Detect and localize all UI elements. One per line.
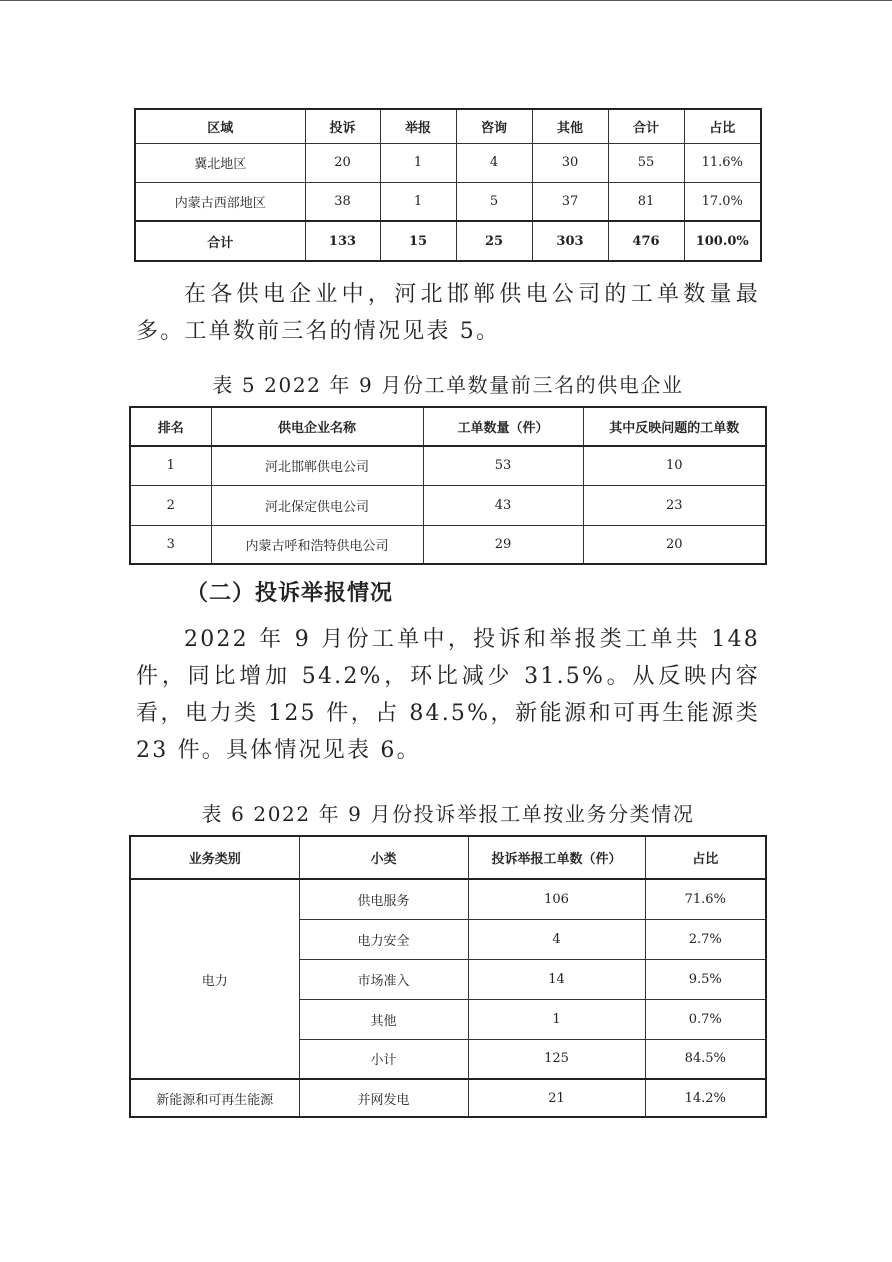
table-cell: 38 xyxy=(305,182,380,221)
table-cell: 10 xyxy=(583,446,766,485)
table-cell: 71.6% xyxy=(645,879,766,919)
table-cell: 11.6% xyxy=(684,143,761,182)
paragraph-top-companies: 在各供电企业中，河北邯郸供电公司的工单数量最多。工单数前三名的情况见表 5。 xyxy=(136,282,760,344)
table-cell: 1 xyxy=(380,182,456,221)
header-cell: 供电企业名称 xyxy=(211,407,423,446)
header-cell: 区域 xyxy=(135,109,305,143)
table-row xyxy=(135,143,761,182)
table-cell: 并网发电 xyxy=(299,1079,468,1117)
table-cell: 84.5% xyxy=(645,1039,766,1079)
header-cell: 投诉举报工单数（件） xyxy=(468,836,645,879)
table-cell: 2 xyxy=(130,485,211,525)
table-cell: 14.2% xyxy=(645,1079,766,1117)
header-cell: 业务类别 xyxy=(130,836,299,879)
header-cell: 其他 xyxy=(532,109,608,143)
table-cell: 14 xyxy=(468,959,645,999)
table-cell: 20 xyxy=(583,525,766,564)
table-cell: 53 xyxy=(423,446,583,485)
table-cell: 25 xyxy=(456,221,532,261)
header-cell: 占比 xyxy=(684,109,761,143)
header-cell: 占比 xyxy=(645,836,766,879)
table-cell: 内蒙古西部地区 xyxy=(135,182,305,221)
table-row xyxy=(130,879,766,919)
table-cell: 河北邯郸供电公司 xyxy=(211,446,423,485)
table-cell: 29 xyxy=(423,525,583,564)
section-heading: （二）投诉举报情况 xyxy=(186,581,394,606)
header-cell: 合计 xyxy=(608,109,684,143)
table-cell: 5 xyxy=(456,182,532,221)
total-row xyxy=(135,221,761,261)
table-cell: 河北保定供电公司 xyxy=(211,485,423,525)
table-cell: 17.0% xyxy=(684,182,761,221)
top-companies-header xyxy=(130,407,766,446)
table-cell: 其他 xyxy=(299,999,468,1039)
table-cell: 37 xyxy=(532,182,608,221)
table-cell: 106 xyxy=(468,879,645,919)
table-cell: 476 xyxy=(608,221,684,261)
table-cell: 9.5% xyxy=(645,959,766,999)
table-row xyxy=(130,446,766,485)
page-top-border xyxy=(0,0,892,1)
table-row xyxy=(130,525,766,564)
table-cell: 133 xyxy=(305,221,380,261)
table-cell: 55 xyxy=(608,143,684,182)
table-cell: 市场准入 xyxy=(299,959,468,999)
table6-caption: 表 6 2022 年 9 月份投诉举报工单按业务分类情况 xyxy=(201,802,695,826)
table-cell: 4 xyxy=(456,143,532,182)
table-row xyxy=(130,485,766,525)
top-companies-table xyxy=(129,406,767,565)
business-category-header xyxy=(130,836,766,879)
region-table-header xyxy=(135,109,761,143)
header-cell: 工单数量（件） xyxy=(423,407,583,446)
header-cell: 小类 xyxy=(299,836,468,879)
table-cell: 1 xyxy=(380,143,456,182)
table-cell: 21 xyxy=(468,1079,645,1117)
table-cell: 小计 xyxy=(299,1039,468,1079)
table-cell: 23 xyxy=(583,485,766,525)
table-cell: 125 xyxy=(468,1039,645,1079)
table-cell: 4 xyxy=(468,919,645,959)
table-cell: 3 xyxy=(130,525,211,564)
table-cell: 合计 xyxy=(135,221,305,261)
table-cell: 0.7% xyxy=(645,999,766,1039)
table-row xyxy=(135,182,761,221)
table-cell: 100.0% xyxy=(684,221,761,261)
business-category-table xyxy=(129,835,767,1118)
category-cell-electricity: 电力 xyxy=(130,879,299,1079)
table-cell: 供电服务 xyxy=(299,879,468,919)
header-cell: 其中反映问题的工单数 xyxy=(583,407,766,446)
table-cell: 15 xyxy=(380,221,456,261)
table-cell: 电力安全 xyxy=(299,919,468,959)
table-cell: 81 xyxy=(608,182,684,221)
table-cell: 2.7% xyxy=(645,919,766,959)
region-table xyxy=(134,108,762,262)
header-cell: 排名 xyxy=(130,407,211,446)
table-row xyxy=(130,1079,766,1117)
header-cell: 举报 xyxy=(380,109,456,143)
category-cell-renewable: 新能源和可再生能源 xyxy=(130,1079,299,1117)
table-cell: 1 xyxy=(468,999,645,1039)
table-cell: 1 xyxy=(130,446,211,485)
table-cell: 冀北地区 xyxy=(135,143,305,182)
paragraph-complaints: 2022 年 9 月份工单中，投诉和举报类工单共 148 件，同比增加 54.2%，环比减少 31.5%。从反映内容看，电力类 125 件，占 84.5%，新能源和可再生能源类 23 件。具体情况见表 6。 xyxy=(136,627,760,763)
table-cell: 20 xyxy=(305,143,380,182)
header-cell: 咨询 xyxy=(456,109,532,143)
table-cell: 30 xyxy=(532,143,608,182)
table-cell: 43 xyxy=(423,485,583,525)
header-cell: 投诉 xyxy=(305,109,380,143)
table-cell: 303 xyxy=(532,221,608,261)
table-cell: 内蒙古呼和浩特供电公司 xyxy=(211,525,423,564)
table5-caption: 表 5 2022 年 9 月份工单数量前三名的供电企业 xyxy=(212,373,684,397)
